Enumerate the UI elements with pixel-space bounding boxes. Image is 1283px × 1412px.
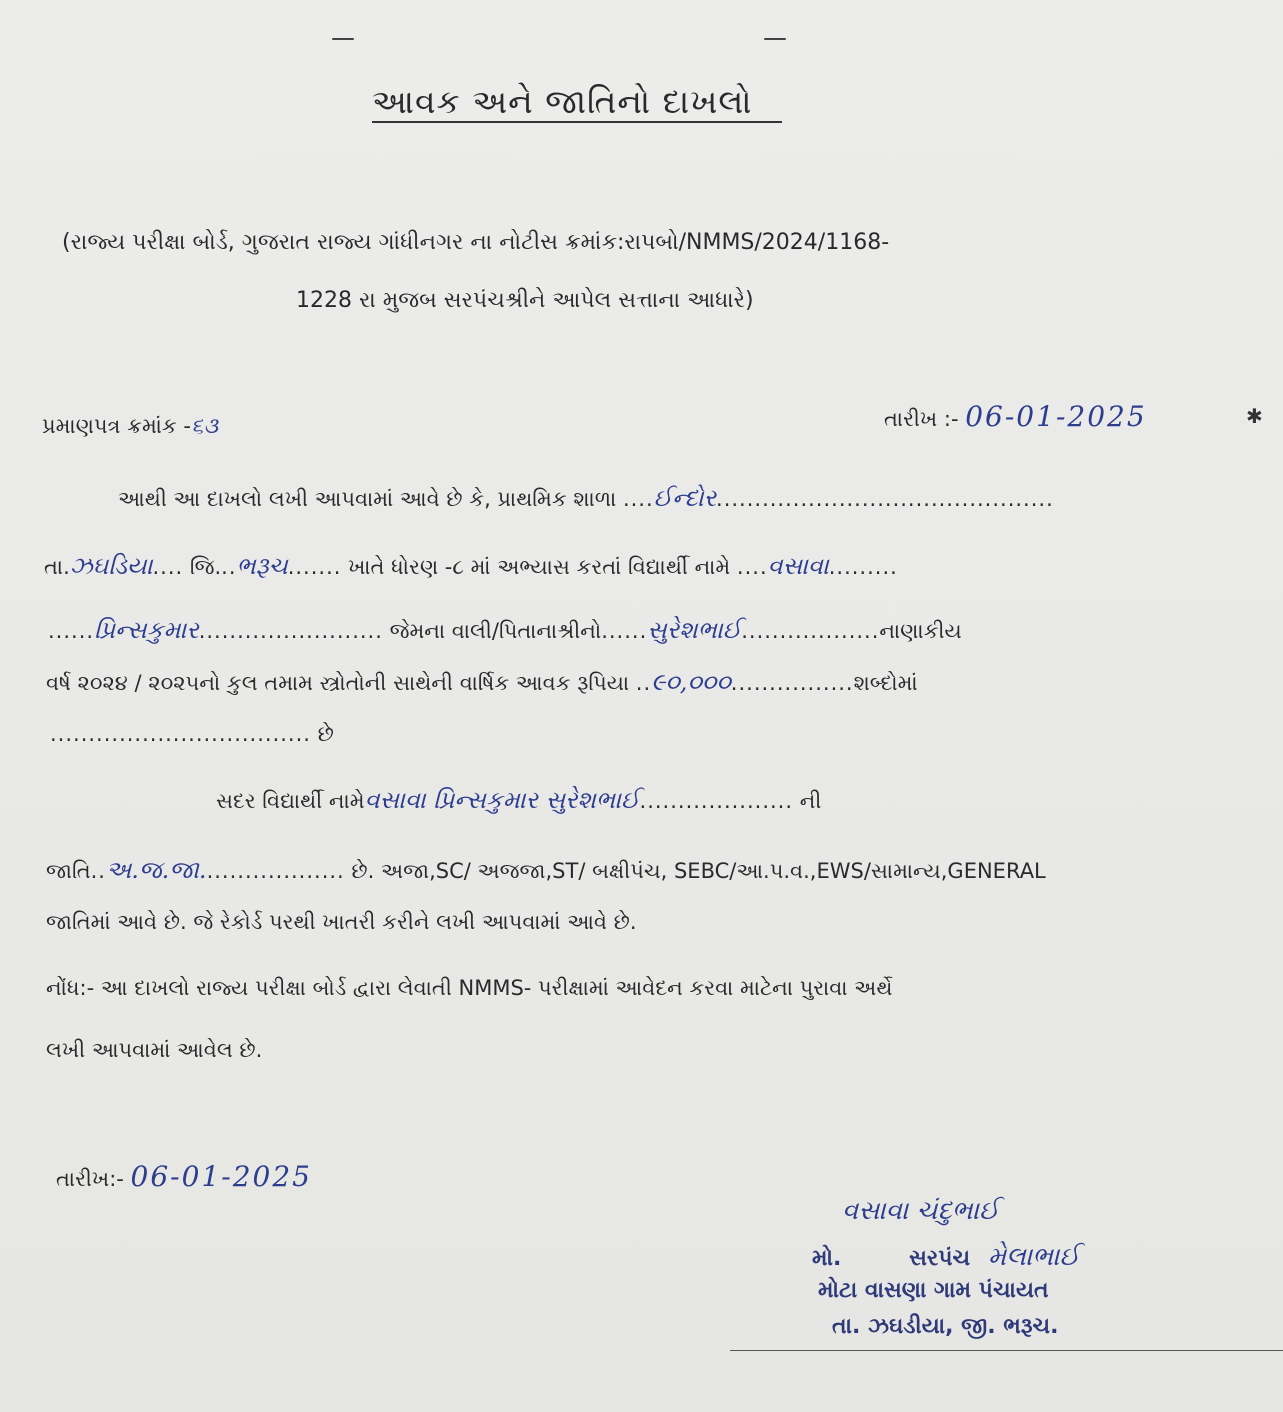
stamp-role: સરપંચ bbox=[909, 1246, 971, 1271]
bottom-rule bbox=[730, 1350, 1283, 1351]
note-line-2: લખી આપવામાં આવેલ છે. bbox=[46, 1038, 263, 1062]
para1-line-1: આથી આ દાખલો લખી આપવામાં આવે છે કે, પ્રાથમિક શાળા ....ઈન્દોર............................................ bbox=[118, 484, 1054, 512]
student-first-name: પ્રિન્સકુમાર bbox=[94, 616, 199, 644]
para1-line-2: તા.ઝઘડિયા.... જિ...ભરૂચ....... ખાતે ધોરણ -૮ માં અભ્યાસ કરતાં વિદ્યાર્થી નામે ....વસાવા......... bbox=[44, 552, 898, 580]
taluka-name: ઝઘડિયા bbox=[69, 552, 153, 580]
title-underline bbox=[372, 121, 782, 123]
document-title: આવક અને જાતિનો દાખલો bbox=[372, 82, 753, 121]
annual-income: ૯૦,૦૦૦ bbox=[651, 668, 731, 696]
para1-line-5: .................................. છે bbox=[50, 722, 334, 746]
footer-date-row bbox=[56, 1160, 312, 1193]
stamp-role-line bbox=[812, 1242, 1079, 1273]
certificate-number-label: પ્રમાણપત્ર ક્રમાંક - bbox=[42, 414, 192, 438]
school-name: ઈન્દોર bbox=[653, 484, 717, 512]
asterisk-mark: ✱ bbox=[1246, 404, 1263, 428]
district-name: ભરૂચ bbox=[236, 552, 288, 580]
student-surname: વસાવા bbox=[767, 552, 829, 580]
certificate-date-label: તારીખ :- bbox=[884, 407, 959, 431]
scan-mark bbox=[764, 38, 786, 40]
sarpanch-signature: વસાવા ચંદુભાઈ bbox=[842, 1196, 1000, 1226]
caste-value: અ.જ.જા. bbox=[105, 856, 207, 884]
second-signature: મેલાભાઈ bbox=[987, 1242, 1080, 1272]
certificate-number-row bbox=[42, 414, 218, 439]
scan-mark bbox=[332, 38, 354, 40]
para1-line-4: વર્ષ ૨૦૨૪ / ૨૦૨૫નો કુલ તમામ સ્ત્રોતોની સાથેની વાર્ષિક આવક રૂપિયા ..૯૦,૦૦૦................શબ્દોમાં bbox=[46, 668, 918, 696]
footer-date-label: તારીખ:- bbox=[56, 1167, 124, 1191]
student-full-name: વસાવા પ્રિન્સકુમાર સુરેશભાઈ bbox=[364, 786, 640, 814]
para2-line-2: જાતિ..અ.જ.જા................... છે. અજા,SC/ અજજા,ST/ બક્ષીપંચ, SEBC/આ.પ.વ.,EWS/સામાન્ય,GENERAL bbox=[46, 856, 1046, 884]
stamp-panchayat: મોટા વાસણા ગામ પંચાયત bbox=[818, 1278, 1049, 1303]
notice-line-2: 1228 રા મુજબ સરપંચશ્રીને આપેલ સત્તાના આધારે) bbox=[296, 288, 754, 313]
para1-line-3: ......પ્રિન્સકુમાર........................ જેમના વાલી/પિતાનાશ્રીનો......સુરેશભાઈ..................નાણાકીય bbox=[48, 616, 962, 644]
notice-line-1: (રાજ્ય પરીક્ષા બોર્ડ, ગુજરાત રાજ્ય ગાંધીનગર ના નોટીસ ક્રમાંક:રાપબો/NMMS/2024/1168- bbox=[62, 230, 890, 255]
certificate-number-value: ૬૩ bbox=[191, 414, 218, 439]
stamp-prefix: મો. bbox=[812, 1246, 842, 1271]
footer-date-value: 06-01-2025 bbox=[130, 1160, 312, 1193]
certificate-date-value: 06-01-2025 bbox=[965, 400, 1147, 433]
para2-line-1: સદર વિદ્યાર્થી નામેવસાવા પ્રિન્સકુમાર સુરેશભાઈ.................... ની bbox=[216, 786, 822, 814]
para2-line-3: જાતિમાં આવે છે. જે રેકોર્ડ પરથી ખાતરી કરીને લખી આપવામાં આવે છે. bbox=[46, 910, 637, 934]
father-name: સુરેશભાઈ bbox=[647, 616, 742, 644]
note-line-1: નોંધ:- આ દાખલો રાજ્ય પરીક્ષા બોર્ડ દ્વારા લેવાતી NMMS- પરીક્ષામાં આવેદન કરવા માટેના પુરાવા અર્થે bbox=[46, 976, 893, 1000]
certificate-date-row bbox=[884, 400, 1147, 433]
stamp-address: તા. ઝઘડીયા, જી. ભરૂચ. bbox=[832, 1314, 1059, 1339]
